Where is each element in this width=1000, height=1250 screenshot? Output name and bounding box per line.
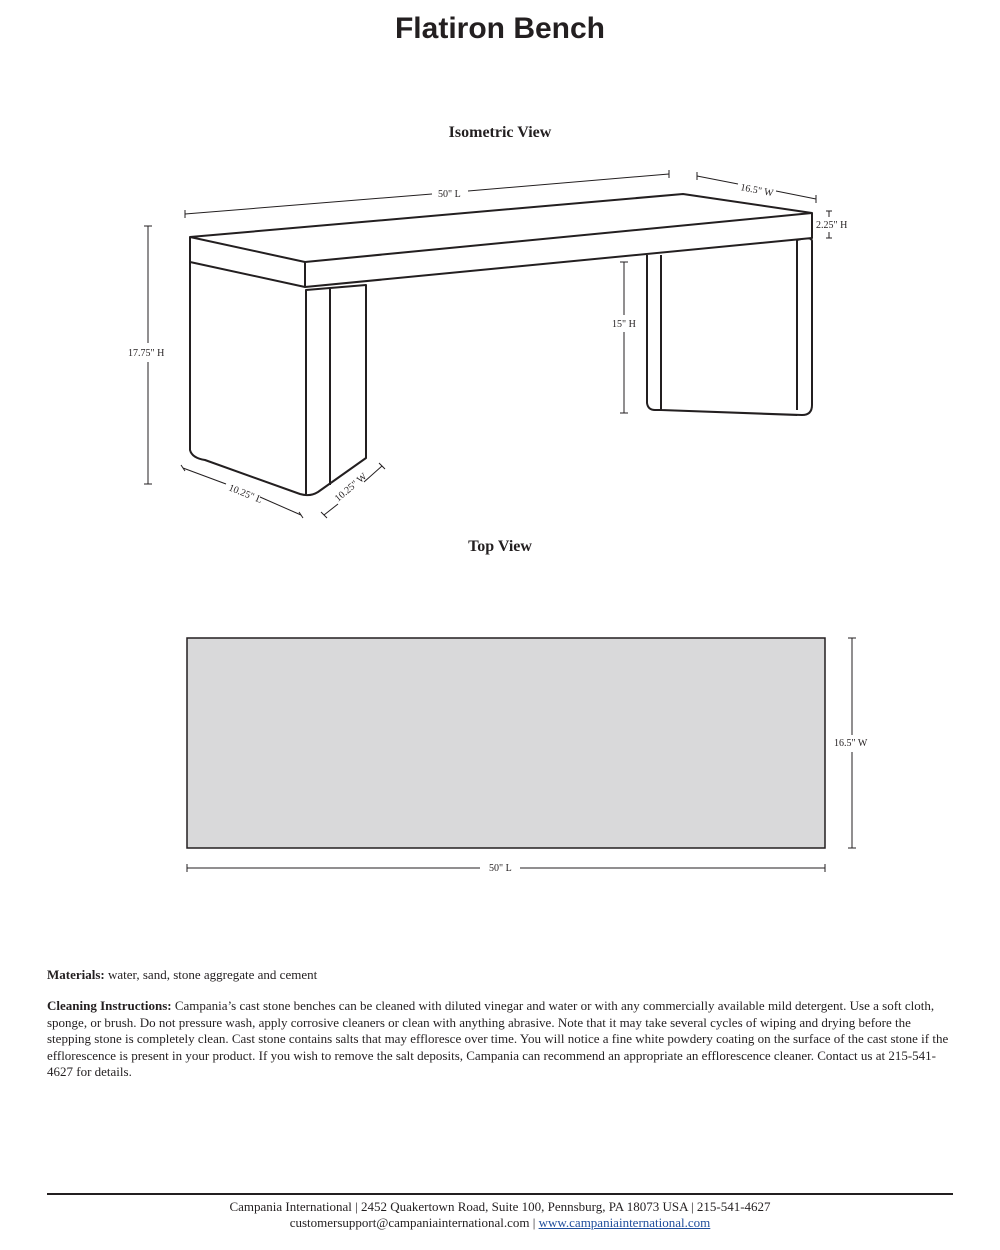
top-view-heading: Top View	[468, 538, 532, 555]
dim-label-leg-width: 10.25" W	[332, 471, 370, 505]
top-dim-label-width: 16.5" W	[834, 738, 868, 749]
website-link[interactable]: www.campaniainternational.com	[538, 1215, 711, 1230]
materials-label: Materials:	[47, 967, 105, 982]
cleaning-instructions	[47, 998, 953, 1081]
dim-label-overall-height: 17.75" H	[128, 348, 165, 359]
left-leg	[190, 262, 366, 495]
top-view	[187, 638, 868, 874]
bench-top-plan	[187, 638, 825, 848]
dim-label-top-thickness: 2.25" H	[816, 220, 848, 231]
dim-label-length: 50" L	[438, 189, 461, 200]
right-leg	[647, 238, 812, 415]
page-title: Flatiron Bench	[394, 12, 605, 45]
isometric-bench	[128, 170, 847, 518]
dim-label-width: 16.5" W	[739, 182, 775, 200]
top-dim-label-length: 50" L	[489, 863, 512, 874]
dim-line-length	[468, 174, 669, 191]
materials-note	[47, 967, 953, 984]
cleaning-label: Cleaning Instructions:	[47, 998, 172, 1013]
footer-separator: |	[529, 1215, 539, 1230]
footer-address: Campania International | 2452 Quakertown Road, Suite 100, Pennsburg, PA 18073 USA | 215-541-4627	[229, 1199, 771, 1214]
footer-contact	[0, 1215, 1000, 1231]
footer-email: customersupport@campaniainternational.com	[289, 1215, 530, 1230]
cleaning-text: Campania’s cast stone benches can be cleaned with diluted vinegar and water or with any commercially available mild detergent. Use a soft cloth, sponge, or brush. Do not pressure wash, apply corrosive cleaners or clean with anything abrasive. Note that it may take several cycles of wiping and drying before the stepping stone is completely clean. Cast stone contains salts that may effloresce over time. You will notice a fine white powdery coating on the surface of the cast stone if the efflorescence is present in your product. If you wish to remove the salt deposits, Campania can recommend an appropriate an efflorescence cleaner. Contact us at 215-541-4627 for details.	[47, 998, 949, 1079]
materials-text: water, sand, stone aggregate and cement	[104, 967, 318, 982]
dim-label-leg-height: 15" H	[612, 319, 636, 330]
dim-label-leg-length: 10.25" L	[226, 482, 264, 506]
isometric-view-heading: Isometric View	[448, 124, 552, 141]
bench-top	[190, 194, 812, 287]
footer-divider	[47, 1193, 953, 1195]
dim-line-length	[185, 194, 432, 214]
